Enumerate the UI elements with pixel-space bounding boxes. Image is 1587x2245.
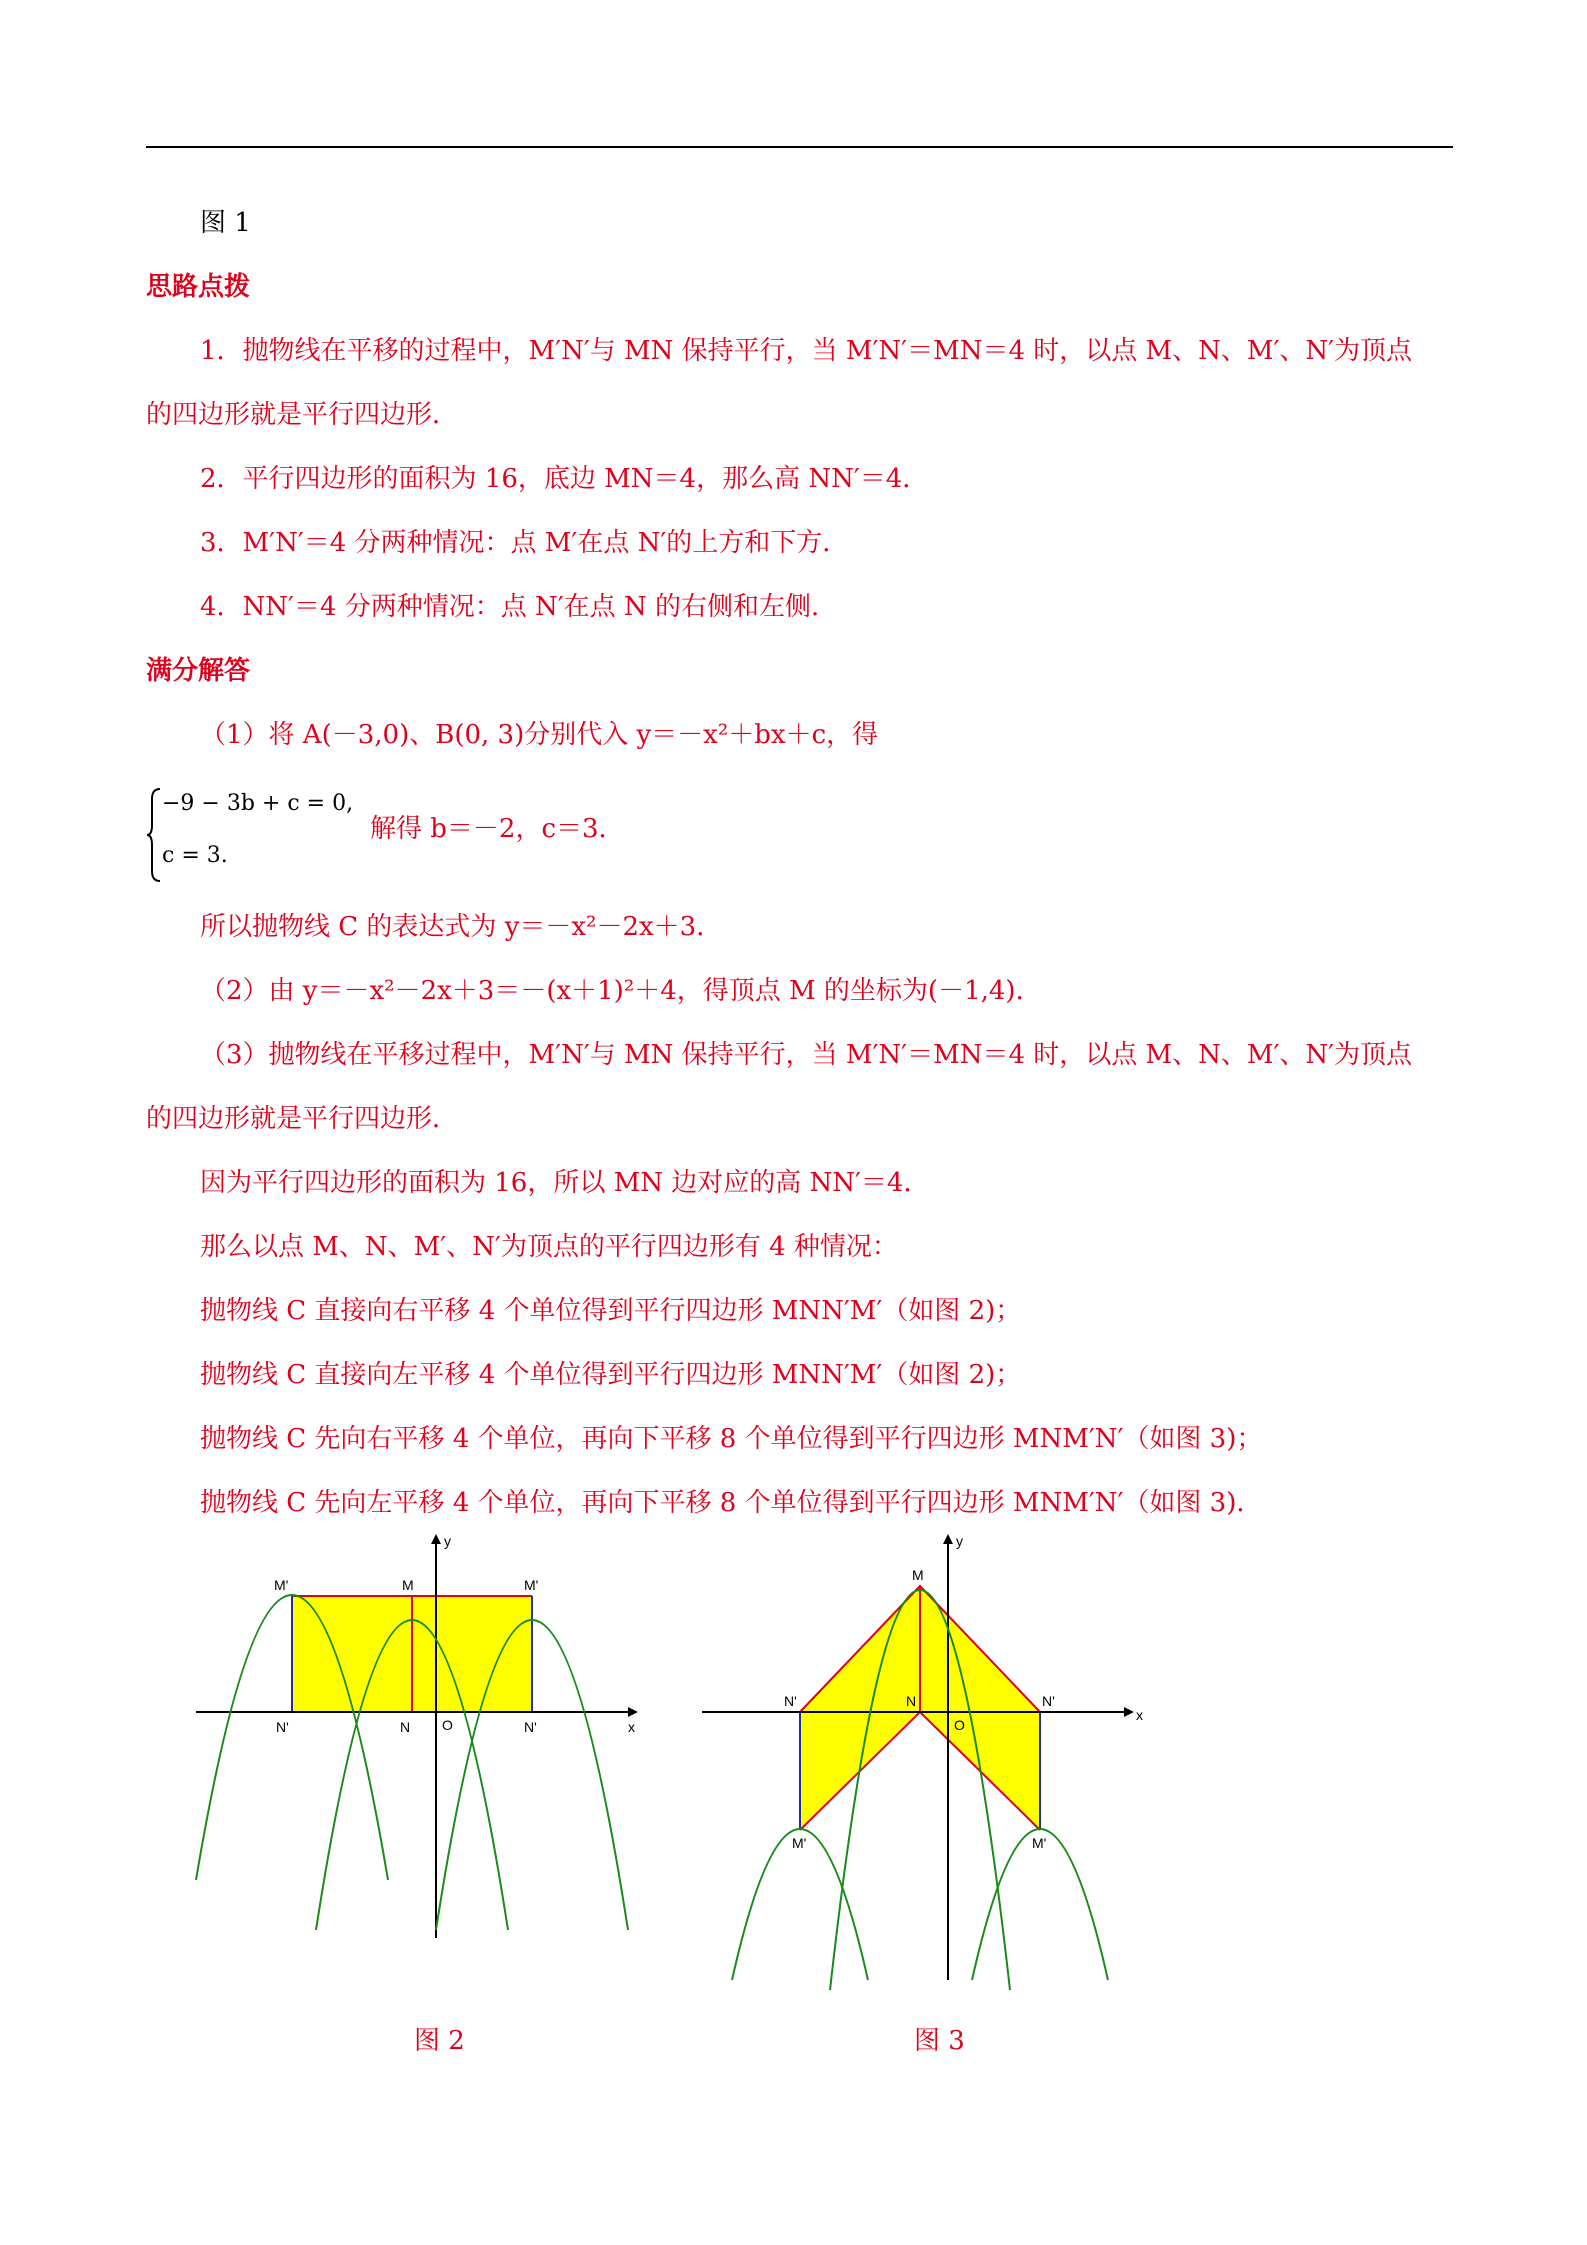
solve-result: 解得 b＝－2，c＝3． (370, 814, 625, 844)
label-mp-left: M' (792, 1835, 807, 1851)
label-x: x (628, 1719, 635, 1735)
answer-3-height: 因为平行四边形的面积为 16，所以 MN 边对应的高 NN′＝4． (200, 1168, 930, 1198)
y-arrow-icon (943, 1534, 953, 1544)
equation-row-2: c = 3. (162, 843, 228, 868)
figure-1-caption: 图 1 (200, 208, 251, 238)
case-3: 抛物线 C 先向右平移 4 个单位，再向下平移 8 个单位得到平行四边形 MNM′N′（如图 3)； (200, 1424, 1263, 1454)
answer-1: （1）将 A(－3,0)、B(0, 3)分别代入 y＝－x²＋bx＋c，得 (200, 720, 879, 750)
label-n-left: N' (784, 1693, 797, 1709)
figure-2-caption: 图 2 (414, 2026, 465, 2056)
hint-heading: 思路点拨 (146, 272, 251, 302)
label-y: y (444, 1533, 451, 1549)
case-4: 抛物线 C 先向左平移 4 个单位，再向下平移 8 个单位得到平行四边形 MNM′N′（如图 3)． (200, 1488, 1263, 1518)
parallelogram-left-fill (800, 1586, 920, 1830)
label-n-left: N' (276, 1719, 289, 1735)
label-n: N (400, 1719, 411, 1735)
label-n-right: N' (524, 1719, 537, 1735)
answer-3: （3）抛物线在平移过程中，M′N′与 MN 保持平行，当 M′N′＝MN＝4 时，以点 M、N、M′、N′为顶点 (200, 1040, 1413, 1070)
hint-1: 1．抛物线在平移的过程中，M′N′与 MN 保持平行，当 M′N′＝MN＝4 时，以点 M、N、M′、N′为顶点 (200, 336, 1413, 366)
label-n: N (906, 1693, 917, 1709)
label-n-right: N' (1042, 1693, 1055, 1709)
figure-2 (180, 1530, 660, 1950)
case-1: 抛物线 C 直接向右平移 4 个单位得到平行四边形 MNN′M′（如图 2)； (200, 1296, 1022, 1326)
label-m: M (402, 1577, 414, 1593)
y-arrow-icon (431, 1534, 441, 1544)
parallelogram-right-fill (920, 1586, 1040, 1830)
answer-3-cases: 那么以点 M、N、M′、N′为顶点的平行四边形有 4 种情况： (200, 1232, 898, 1262)
label-m-left: M' (274, 1577, 289, 1593)
answer-expression: 所以抛物线 C 的表达式为 y＝－x²－2x＋3． (200, 912, 723, 942)
label-mp-right: M' (1032, 1835, 1047, 1851)
x-arrow-icon (1124, 1707, 1134, 1717)
label-x: x (1136, 1707, 1143, 1723)
label-m: M (912, 1567, 924, 1583)
answer-3-cont: 的四边形就是平行四边形． (146, 1104, 459, 1134)
x-arrow-icon (628, 1707, 638, 1717)
equation-row-1: −9 − 3b + c = 0, (162, 791, 354, 816)
hint-3: 3．M′N′＝4 分两种情况：点 M′在点 N′的上方和下方． (200, 528, 849, 558)
figure-3-caption: 图 3 (914, 2026, 965, 2056)
hint-1-cont: 的四边形就是平行四边形． (146, 400, 459, 430)
label-origin: O (442, 1717, 453, 1733)
answer-heading: 满分解答 (146, 656, 251, 686)
header-rule (146, 146, 1453, 148)
label-y: y (956, 1533, 963, 1549)
hint-2: 2．平行四边形的面积为 16，底边 MN＝4，那么高 NN′＝4． (200, 464, 929, 494)
hint-4: 4．NN′＝4 分两种情况：点 N′在点 N 的右侧和左侧． (200, 592, 837, 622)
case-2: 抛物线 C 直接向左平移 4 个单位得到平行四边形 MNN′M′（如图 2)； (200, 1360, 1022, 1390)
answer-2: （2）由 y＝－x²－2x＋3＝－(x＋1)²＋4，得顶点 M 的坐标为(－1,4)． (200, 976, 1042, 1006)
label-m-right: M' (524, 1577, 539, 1593)
brace-icon (146, 785, 162, 885)
figure-3 (700, 1530, 1160, 1990)
equation-system (146, 785, 366, 885)
label-origin: O (954, 1717, 965, 1733)
